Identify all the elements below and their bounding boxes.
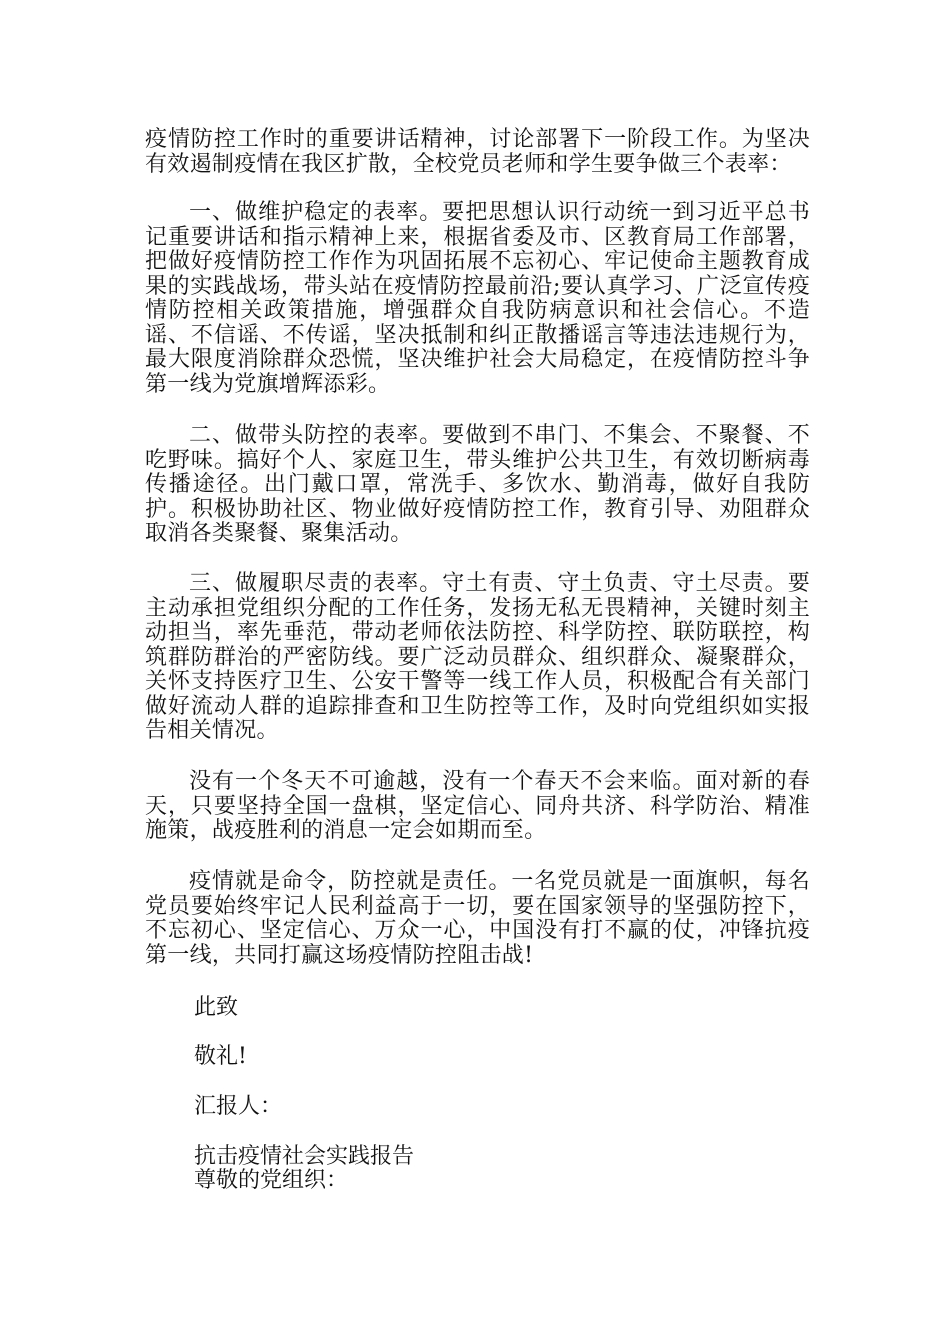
paragraph-point-3: 三、做履职尽责的表率。守土有责、守土负责、守土尽责。要主动承担党组织分配的工作任务，发扬无私无畏精神，关键时刻主动担当，率先垂范，带动老师依法防控、科学防控、联防联控，构筑群防群治的严密防线。要广泛动员群众、组织群众、凝聚群众，关怀支持医疗卫生、公安干警等一线工作人员，积极配合有关部门做好流动人群的追踪排查和卫生防控等工作，及时向党组织如实报告相关情况。 <box>145 571 810 743</box>
next-report-title: 抗击疫情社会实践报告 <box>194 1144 415 1169</box>
paragraph-point-1: 一、做维护稳定的表率。要把思想认识行动统一到习近平总书记重要讲话和指示精神上来，根据省委及市、区教育局工作部署，把做好疫情防控工作作为巩固拓展不忘初心、牢记使命主题教育成果的实践战场，带头站在疫情防控最前沿;要认真学习、广泛宣传疫情防控相关政策措施，增强群众自我防病意识和社会信心。不造谣、不信谣、不传谣，坚决抵制和纠正散播谣言等违法违规行为，最大限度消除群众恐慌，坚决维护社会大局稳定，在疫情防控斗争第一线为党旗增辉添彩。 <box>145 200 810 397</box>
body-text-section-3 <box>145 572 810 744</box>
paragraph-point-2: 二、做带头防控的表率。要做到不串门、不集会、不聚餐、不吃野味。搞好个人、家庭卫生，带头维护公共卫生，有效切断病毒传播途径。出门戴口罩，常洗手、多饮水、勤消毒，做好自我防护。积极协助社区、物业做好疫情防控工作，教育引导、劝阻群众取消各类聚餐、聚集活动。 <box>145 423 810 546</box>
closing-line-1: 此致 <box>194 995 239 1020</box>
closing-line-2: 敬礼! <box>194 1044 247 1069</box>
body-text <box>145 128 810 177</box>
next-report-salutation: 尊敬的党组织： <box>194 1168 349 1193</box>
body-text-section-2 <box>145 424 810 547</box>
body-text-section-5 <box>145 870 810 968</box>
paragraph-intro: 疫情防控工作时的重要讲话精神，讨论部署下一阶段工作。为坚决有效遏制疫情在我区扩散，全校党员老师和学生要争做三个表率： <box>145 127 810 177</box>
body-text-section-1 <box>145 201 810 397</box>
reporter-label: 汇报人： <box>194 1094 283 1119</box>
paragraph-spring: 没有一个冬天不可逾越，没有一个春天不会来临。面对新的春天，只要坚持全国一盘棋，坚定信心、同舟共济、科学防治、精准施策，战疫胜利的消息一定会如期而至。 <box>145 769 810 843</box>
paragraph-command: 疫情就是命令，防控就是责任。一名党员就是一面旗帜，每名党员要始终牢记人民利益高于一切，要在国家领导的坚强防控下，不忘初心、坚定信心、万众一心，中国没有打不赢的仗，冲锋抗疫第一线，共同打赢这场疫情防控阻击战! <box>145 869 810 968</box>
body-text-section-4 <box>145 770 810 844</box>
